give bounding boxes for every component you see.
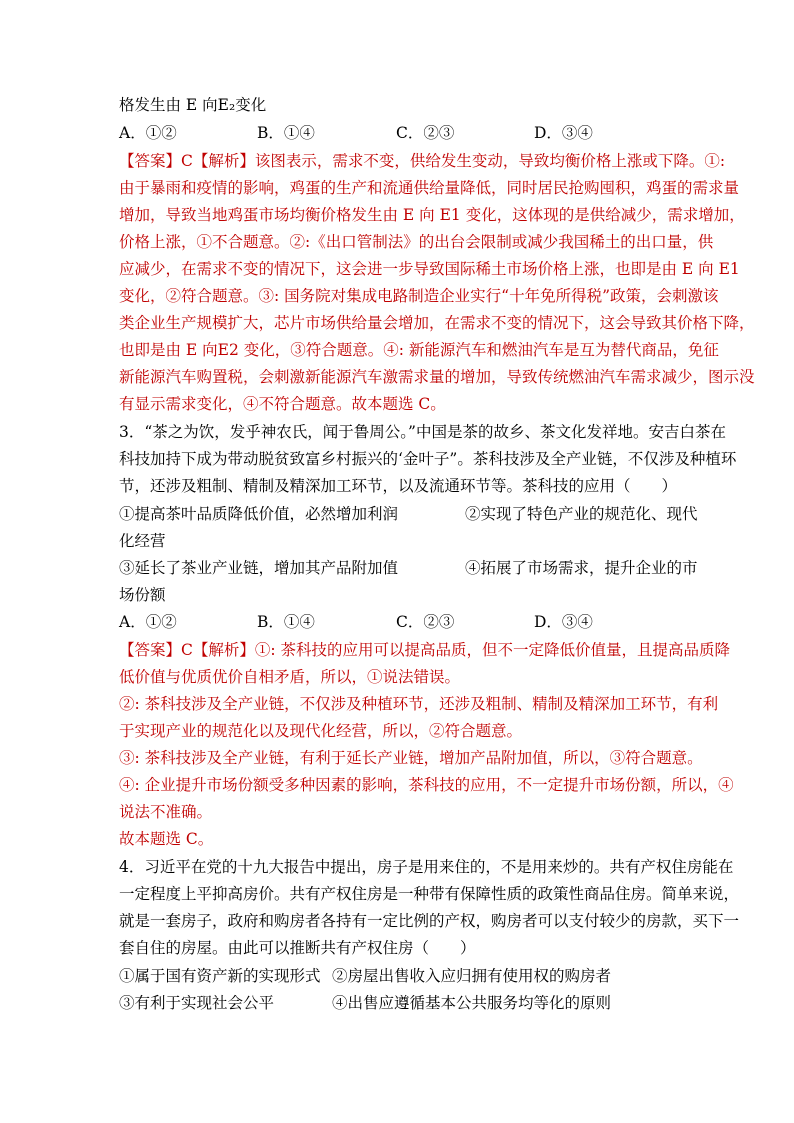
- q4-choice-2: ②房屋出售收入应归拥有使用权的购房者: [332, 967, 612, 985]
- q2-analysis-line-8: 新能源汽车购置税，会刺激新能源汽车激需求量的增加，导致传统燃油汽车需求减少，图示没: [119, 368, 755, 386]
- q2-analysis-line-0: 【答案】C【解析】该图表示，需求不变，供给发生变动，导致均衡价格上涨或下降。①:: [119, 152, 726, 170]
- q4-stem-line-1: 一定程度上平抑高房价。共有产权住房是一种带有保障性质的政策性商品住房。简单来说，: [119, 885, 740, 903]
- q3-option-d: D．③④: [534, 613, 593, 631]
- q2-analysis-line-5: 变化，②符合题意。③: 国务院对集成电路制造企业实行“十年免所得税”政策，会刺激该: [119, 287, 719, 305]
- q3-stem-line-0: 3．“茶之为饮，发乎神农氏，闻于鲁周公。”中国是茶的故乡、茶文化发祥地。安吉白茶在: [119, 423, 726, 441]
- q2-option-c: C．②③: [396, 124, 455, 142]
- q4-stem-line-3: 套自住的房屋。由此可以推断共有产权住房（ ）: [119, 939, 476, 957]
- q3-option-b: B．①④: [257, 613, 315, 631]
- q2-analysis-line-6: 类企业生产规模扩大，芯片市场供给量会增加，在需求不变的情况下，这会导致其价格下降，: [119, 314, 755, 332]
- q2-option-a: A．①②: [119, 124, 177, 142]
- q4-choice-3: ③有利于实现社会公平: [119, 994, 275, 1012]
- q3-analysis-line-3: 于实现产业的规范化以及现代化经营，所以，②符合题意。: [119, 722, 523, 740]
- q4-stem-line-2: 就是一套房子，政府和购房者各持有一定比例的产权，购房者可以支付较少的房款，买下一: [119, 912, 740, 930]
- q2-option-b: B．①④: [257, 124, 315, 142]
- q3-stem-line-2: 节，还涉及粗制、精制及精深加工环节，以及流通环节等。茶科技的应用（ ）: [119, 477, 678, 495]
- q2-analysis-line-3: 价格上涨，①不合题意。②:《出口管制法》的出台会限制或减少我国稀土的出口量，供: [119, 233, 714, 251]
- q3-choice-3: ③延长了茶业产业链，增加其产品附加值: [119, 559, 399, 577]
- q2-analysis-line-4: 应减少，在需求不变的情况下，这会进一步导致国际稀土市场价格上涨，也即是由 E 向 E1: [119, 260, 740, 278]
- q3-option-a: A．①②: [119, 613, 177, 631]
- q3-analysis-line-2: ②: 茶科技涉及全产业链，不仅涉及种植环节，还涉及粗制、精制及精深加工环节，有利: [119, 695, 719, 713]
- q4-stem-line-0: 4．习近平在党的十九大报告中提出，房子是用来住的，不是用来炒的。共有产权住房能在: [119, 858, 734, 876]
- q3-choice-2-cont: 化经营: [119, 532, 166, 550]
- q2-option-d: D．③④: [534, 124, 593, 142]
- q2-answer-tag: 【答案】C【解析】: [119, 152, 255, 170]
- q2-analysis-line-2: 增加，导致当地鸡蛋市场均衡价格发生由 E 向 E1 变化，这体现的是供给减少，需求增加，: [119, 206, 745, 224]
- q3-choice-2: ②实现了特色产业的规范化、现代: [465, 505, 698, 523]
- q3-analysis-line-6: 说法不准确。: [119, 803, 213, 821]
- q2-analysis-line-7: 也即是由 E 向E2 变化，③符合题意。④: 新能源汽车和燃油汽车是互为替代商品，免征: [119, 341, 719, 359]
- q2-analysis-line-1: 由于暴雨和疫情的影响，鸡蛋的生产和流通供给量降低，同时居民抢购囤积，鸡蛋的需求量: [119, 179, 740, 197]
- q3-stem-line-1: 科技加持下成为带动脱贫致富乡村振兴的‘金叶子”。茶科技涉及全产业链，不仅涉及种植环: [119, 450, 737, 468]
- q4-choice-1: ①属于国有资产新的实现形式: [119, 967, 321, 985]
- q3-analysis-line-5: ④: 企业提升市场份额受多种因素的影响，茶科技的应用，不一定提升市场份额，所以，④: [119, 776, 734, 794]
- q3-option-c: C．②③: [396, 613, 455, 631]
- q3-choice-4: ④拓展了市场需求，提升企业的市: [465, 559, 698, 577]
- q3-choice-1: ①提高茶叶品质降低价值，必然增加利润: [119, 505, 399, 523]
- q3-analysis-line-7: 故本题选 C。: [119, 830, 214, 848]
- q2-stem-end: 格发生由 E 向E₂变化: [119, 96, 267, 114]
- q3-answer-tag: 【答案】C【解析】: [119, 641, 255, 659]
- q3-analysis-line-4: ③: 茶科技涉及全产业链，有利于延长产业链，增加产品附加值，所以，③符合题意。: [119, 749, 703, 767]
- q3-analysis-line-1: 低价值与优质优价自相矛盾，所以，①说法错误。: [119, 668, 461, 686]
- q2-analysis-line-9: 有显示需求变化，④不符合题意。故本题选 C。: [119, 395, 446, 413]
- q3-choice-4-cont: 场份额: [119, 586, 166, 604]
- q4-choice-4: ④出售应遵循基本公共服务均等化的原则: [332, 994, 612, 1012]
- q3-analysis-line-0: 【答案】C【解析】①: 茶科技的应用可以提高品质，但不一定降低价值量，且提高品质降: [119, 641, 731, 659]
